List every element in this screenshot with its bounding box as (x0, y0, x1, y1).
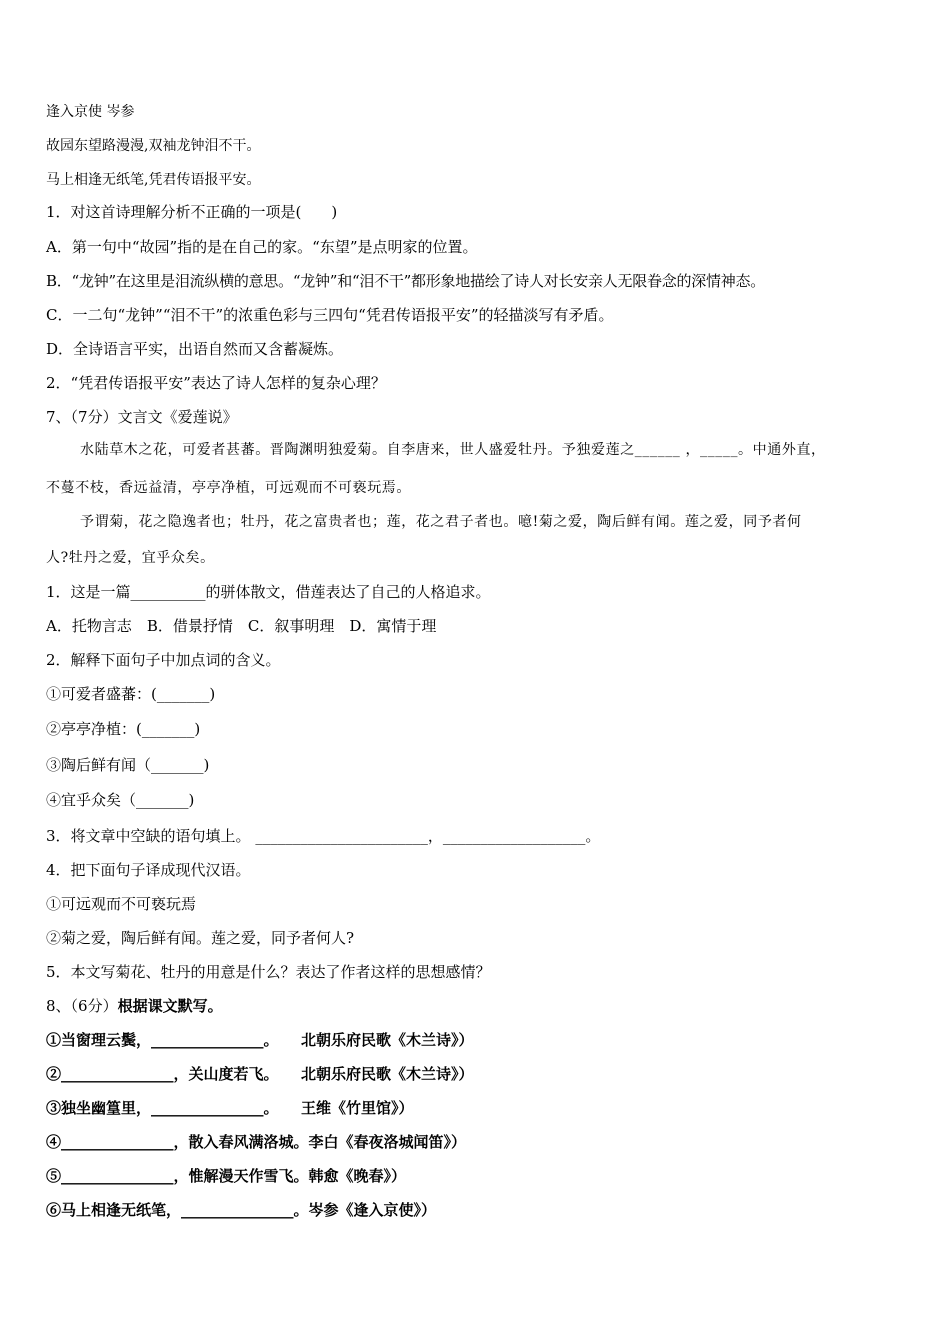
q7-sub-1-options: A．托物言志 B．借景抒情 C．叙事明理 D．寓情于理 (46, 617, 437, 635)
q6-question-1: 1．对这首诗理解分析不正确的一项是( ) (46, 203, 338, 221)
q6-option-d: D．全诗语言平实，出语自然而又含蓄凝炼。 (46, 340, 344, 358)
q7-sub-5: 5．本文写菊花、牡丹的用意是什么？表达了作者这样的思想感情？ (46, 963, 491, 981)
q7-sub-2: 2．解释下面句子中加点词的含义。 (46, 651, 281, 669)
q6-question-2: 2．“凭君传语报平安”表达了诗人怎样的复杂心理？ (46, 374, 386, 392)
poem-line-2: 马上相逢无纸笔,凭君传语报平安。 (46, 172, 261, 188)
q6-option-a: A．第一句中“故园”指的是在自己的家。“东望”是点明家的位置。 (46, 238, 478, 256)
q7-passage-p2-line2: 人?牡丹之爱，宜乎众矣。 (46, 550, 215, 566)
poem-line-1: 故园东望路漫漫,双袖龙钟泪不干。 (46, 138, 261, 154)
q7-word-2: ②亭亭净植：(_______) (46, 720, 201, 738)
q6-option-c: C．一二句“龙钟”“泪不干”的浓重色彩与三四句“凭君传语报平安”的轻描淡写有矛盾。 (46, 306, 614, 324)
q8-line-3: ③独坐幽篁里，_______________。 王维《竹里馆》） (46, 1099, 414, 1117)
poem-title: 逢入京使 岑参 (46, 104, 135, 120)
q8-line-4: ④_______________，散入春风满洛城。李白《春夜洛城闻笛》） (46, 1133, 467, 1151)
q6-option-b: B．“龙钟”在这里是泪流纵横的意思。“龙钟”和“泪不干”都形象地描绘了诗人对长安亲人无限眷念的深情神态。 (46, 272, 766, 290)
q7-heading: 7、（7分）文言文《爱莲说》 (46, 408, 238, 426)
q7-translate-2: ②菊之爱，陶后鲜有闻。莲之爱，同予者何人? (46, 929, 355, 947)
q7-sub-1: 1．这是一篇__________的骈体散文，借莲表达了自己的人格追求。 (46, 583, 491, 601)
q7-passage-p1-line2: 不蔓不枝，香远益清，亭亭净植，可远观而不可亵玩焉。 (46, 480, 411, 496)
q7-word-3: ③陶后鲜有闻（_______) (46, 756, 210, 774)
q8-heading-prefix: 8、（6分） (46, 997, 118, 1015)
q8-heading-instruction: 根据课文默写。 (117, 997, 223, 1015)
q7-translate-1: ①可远观而不可亵玩焉 (46, 895, 197, 913)
q7-passage-p1-line1: 水陆草木之花，可爱者甚蕃。晋陶渊明独爱菊。自李唐来，世人盛爱牡丹。予独爱莲之______ ，_____。中通外直， (80, 442, 826, 458)
q8-line-5: ⑤_______________，惟解漫天作雪飞。韩愈《晚春》） (46, 1167, 407, 1185)
q8-line-2: ②_______________，关山度若飞。 北朝乐府民歌《木兰诗》） (46, 1065, 474, 1083)
q7-sub-4: 4．把下面句子译成现代汉语。 (46, 861, 251, 879)
q8-line-1: ①当窗理云鬓，_______________。 北朝乐府民歌《木兰诗》） (46, 1031, 474, 1049)
q7-word-1: ①可爱者盛蕃：(_______) (46, 685, 216, 703)
q7-sub-3: 3．将文章中空缺的语句填上。 _______________________，___________________。 (46, 827, 601, 845)
q7-word-4: ④宜乎众矣（_______) (46, 791, 195, 809)
q8-heading (46, 996, 223, 1016)
q7-passage-p2-line1: 予谓菊，花之隐逸者也；牡丹，花之富贵者也；莲，花之君子者也。噫!菊之爱，陶后鲜有闻。莲之爱，同予者何 (80, 514, 802, 530)
q8-line-6: ⑥马上相逢无纸笔，_______________。岑参《逢入京使》） (46, 1201, 437, 1219)
